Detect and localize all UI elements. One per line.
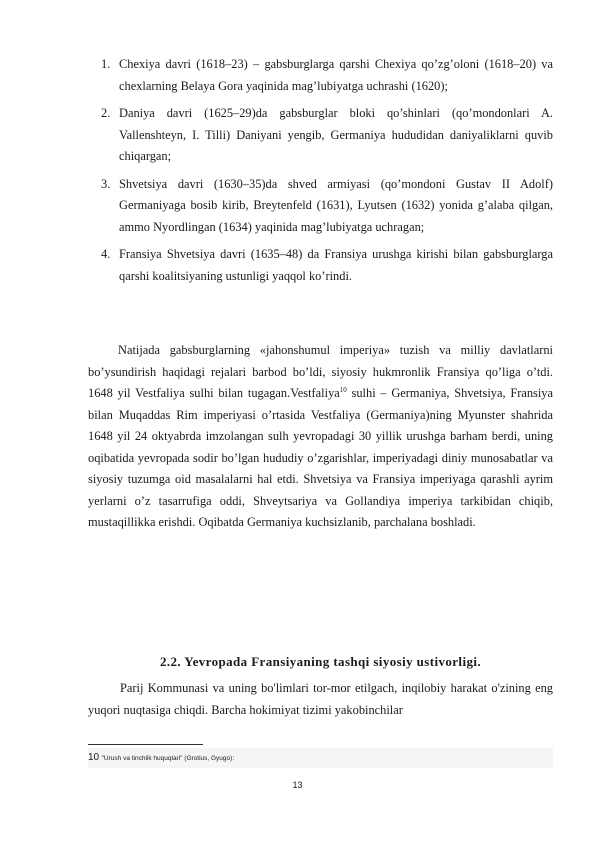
list-item: [88, 244, 553, 287]
list-item-number: 1.: [101, 57, 111, 71]
paragraph-text: Natijada gabsburglarning «jahonshumul imperiya» tuzish va milliy davlatlarni bo’ysundirish haqidagi rejalari barbod bo’ldi, siyosiy hukmronlik Fransiya qo’liga o’tdi. 1648 yil Vestfaliya sulhi bilan tugagan.Vestfaliya: [88, 343, 553, 400]
page-number: 13: [292, 780, 303, 790]
list-item: [88, 103, 553, 168]
paragraph-text-continued: sulhi – Germaniya, Shvetsiya, Fransiya bilan Muqaddas Rim imperiyasi o’rtasida Vestfaliya (Germaniya)ning Myunster shahrida 1648 yil 24 oktyabrda imzolangan sulh yevropadagi 30 yillik urushga barham berdi, uning oqibatida yevropada sodir bo’lgan hududiy o’zgarishlar, imperiyadagi diniy munosabatlar va siyosiy tuzumga oid masalalarni hal etdi. Shvetsiya va Fransiya imperiyaga qarashli ayrim yerlarni o’z tasarrufiga oddi, Shveytsariya va Gollandiya imperiya tarkibidan chiqib, mustaqillikka erishdi. Oqibatda Germaniya kuchsizlanib, parchalana boshladi.: [88, 386, 553, 529]
list-item-number: 4.: [101, 247, 111, 261]
body-paragraph-2: Parij Kommunasi va uning bo'limlari tor-mor etilgach, inqilobiy harakat o'zining eng yuqori nuqtasiga chiqdi. Barcha hokimiyat tizimi yakobinchilar: [88, 681, 553, 717]
section-heading: 2.2. Yevropada Fransiyaning tashqi siyosiy ustivorligi.: [159, 654, 482, 669]
list-item-text: Shvetsiya davri (1630–35)da shved armiyasi (qo’mondoni Gustav II Adolf) Germaniyaga bosib kirib, Breytenfeld (1631), Lyutsen (1632) yonida g’alaba qilgan, ammo Nyordlingan (1634) yaqinida mag’lubiyatga uchragan;: [119, 176, 553, 234]
list-item: [88, 54, 553, 97]
list-item-text: Fransiya Shvetsiya davri (1635–48) da Fransiya urushga kirishi bilan gabsburglarga qarshi koalitsiyaning ustunligi yaqqol ko’rindi.: [119, 247, 553, 283]
footnote-reference[interactable]: 10: [339, 385, 347, 394]
list-item-number: 2.: [101, 106, 111, 120]
numbered-list: [88, 54, 553, 293]
list-item-text: Chexiya davri (1618–23) – gabsburglarga qarshi Chexiya qo’zg’oloni (1618–20) va chexlarning Belaya Gora yaqinida mag’lubiyatga uchrashi (1620);: [119, 57, 553, 93]
list-item-number: 3.: [101, 176, 111, 191]
footnote-divider: [88, 744, 203, 745]
list-item-text: Daniya davri (1625–29)da gabsburglar bloki qo’shinlari (qo’mondonlari A. Vallenshteyn, I. Tilli) Daniyani yengib, Germaniya hududidan daniyaliklarni quvib chiqargan;: [119, 106, 553, 163]
body-paragraph: [88, 340, 553, 534]
footnote-number: 10: [88, 752, 100, 763]
list-item: [88, 174, 553, 239]
footnote-text: "Urush va tinchlik huquqlari" (Grotius, Gyugo):: [101, 755, 235, 762]
footnote: [88, 748, 553, 768]
